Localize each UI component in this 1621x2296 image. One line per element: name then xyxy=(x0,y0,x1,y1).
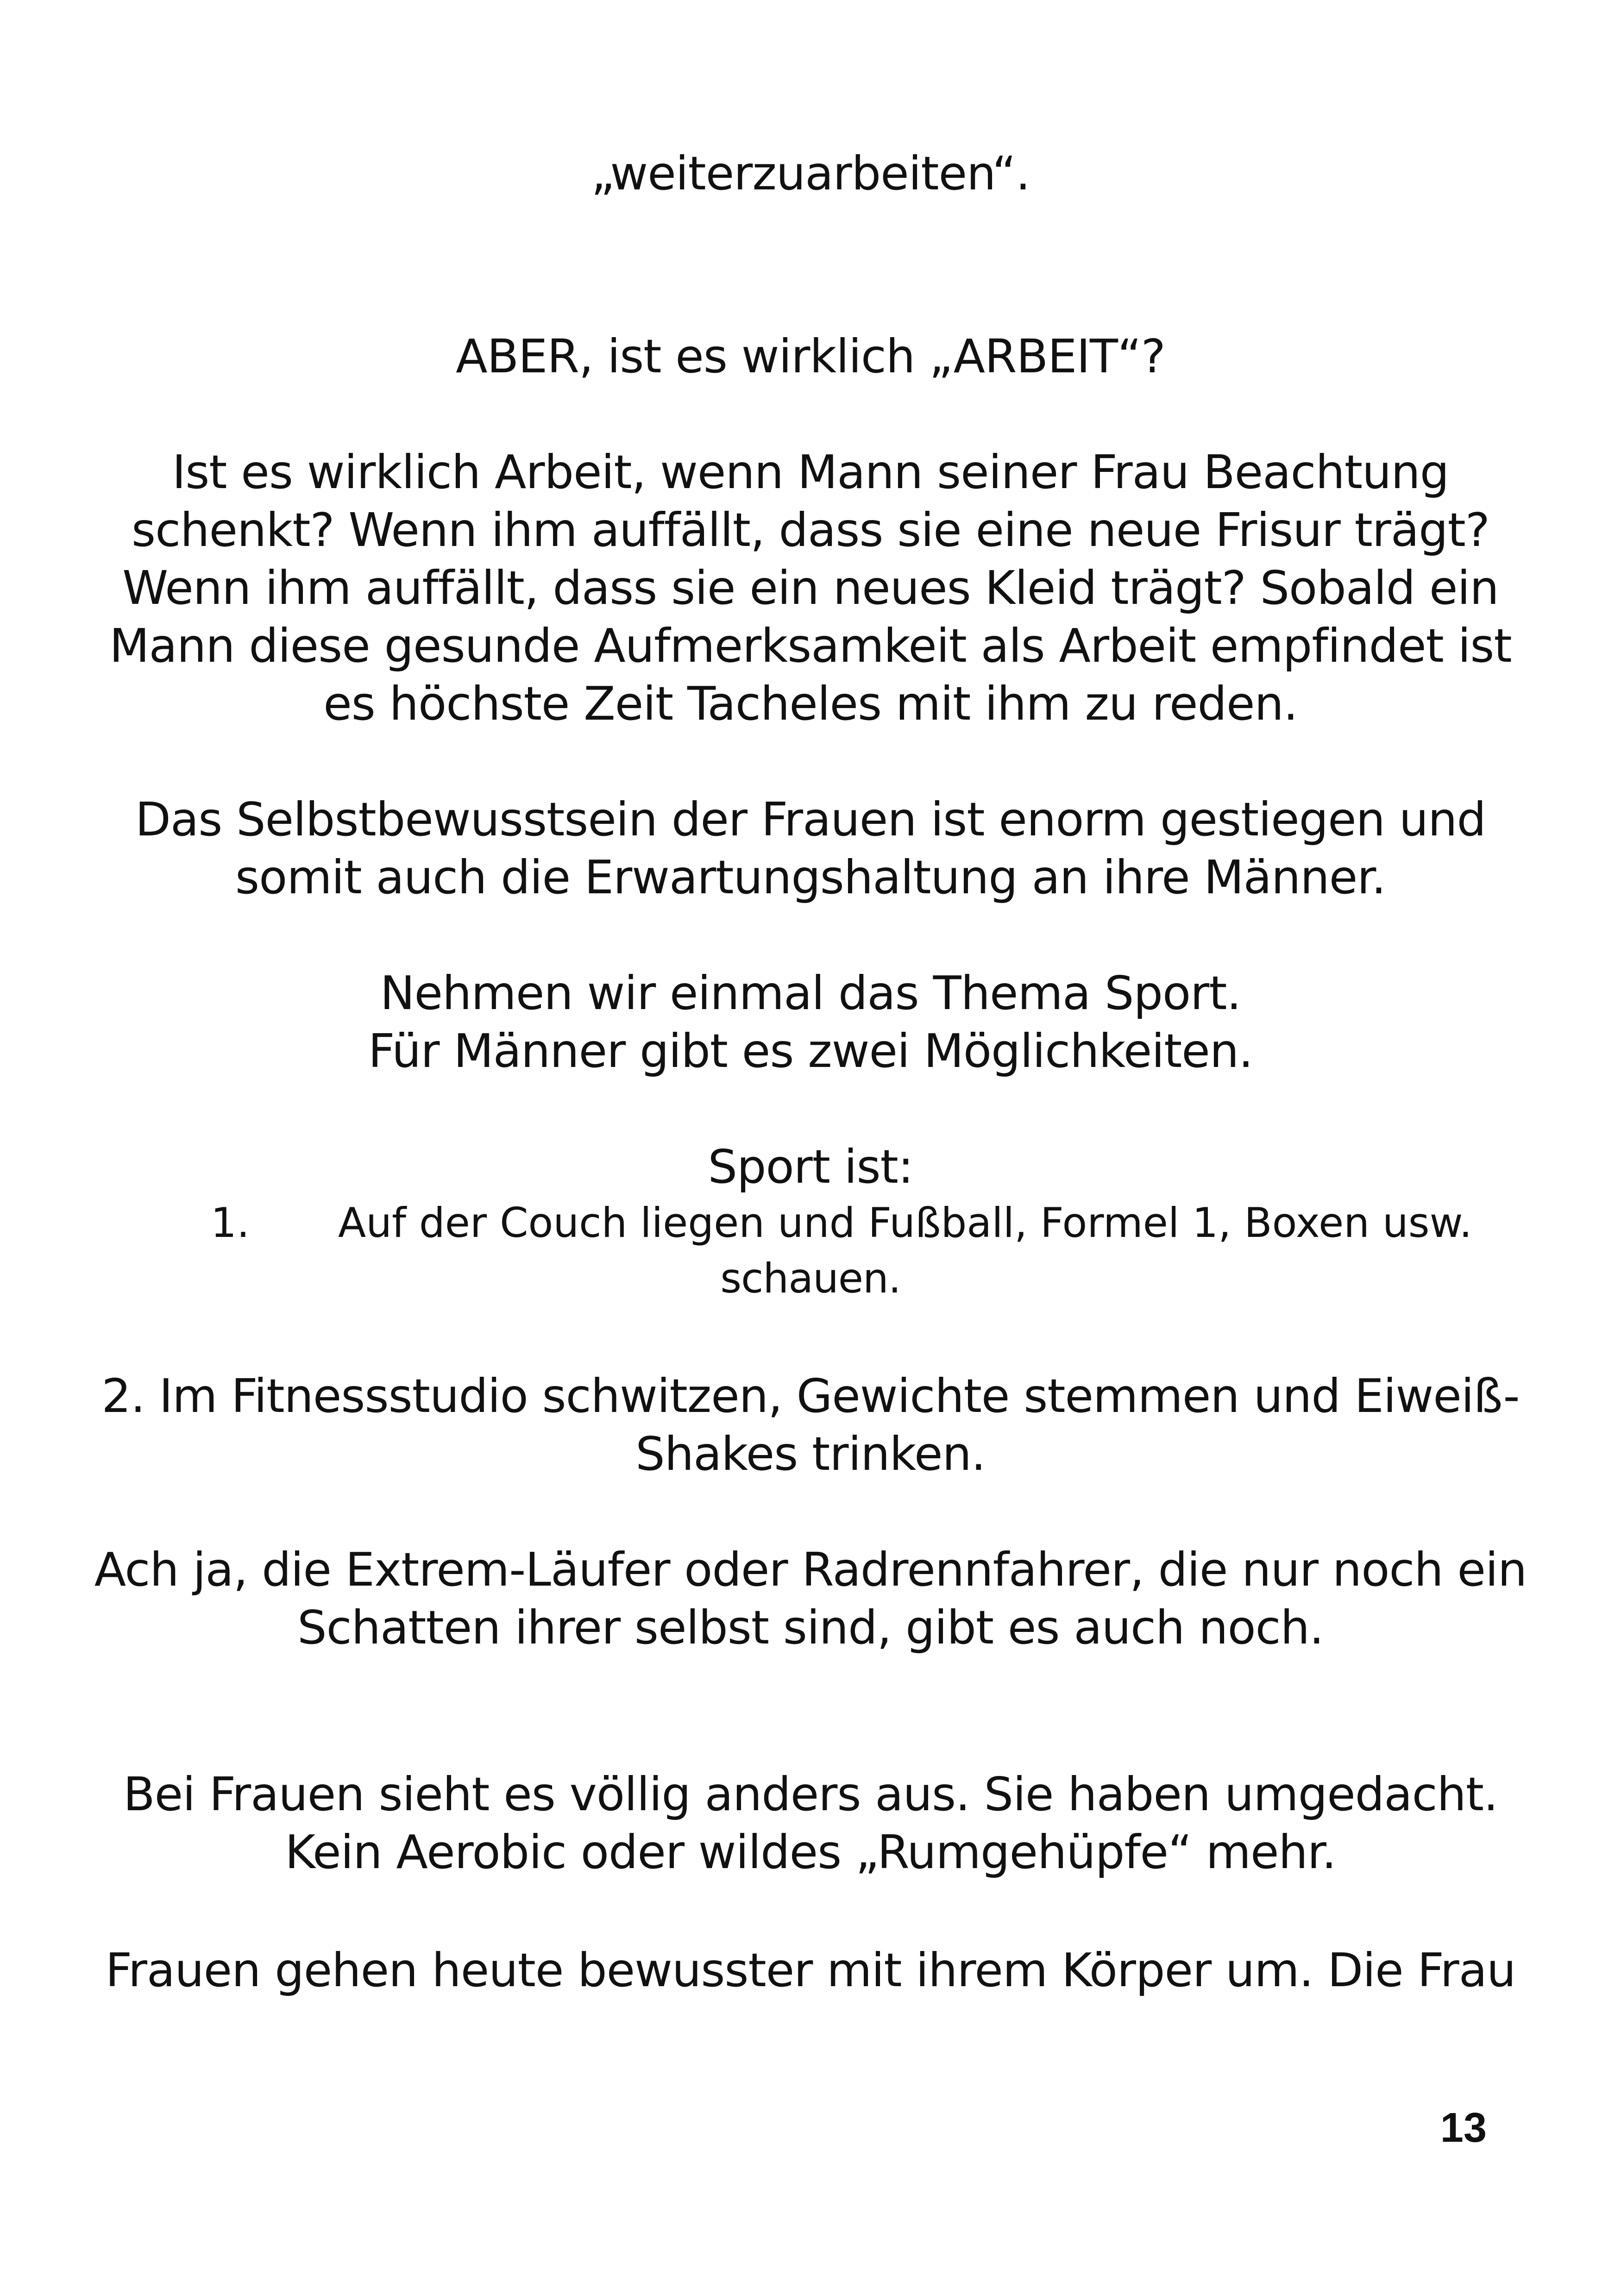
text-line: Sport ist: xyxy=(708,1140,913,1194)
list-number: 1. xyxy=(211,1199,250,1247)
text-line: Bei Frauen sieht es völlig anders aus. Sie haben umgedacht. xyxy=(123,1767,1498,1821)
text-line: Das Selbstbewusstsein der Frauen ist enorm gestiegen und xyxy=(135,792,1486,847)
text-line: schenkt? Wenn ihm auffällt, dass sie eine neue Frisur trägt? xyxy=(132,503,1489,557)
text-line: 2. Im Fitnessstudio schwitzen, Gewichte stemmen und Eiweiß- xyxy=(101,1369,1520,1423)
text-line: Wenn ihm auffällt, dass sie ein neues Kleid trägt? Sobald ein xyxy=(122,561,1499,615)
list-text: Auf der Couch liegen und Fußball, Formel 1, Boxen usw. xyxy=(338,1199,1472,1247)
page-number: 13 xyxy=(1440,2105,1487,2151)
text-line: Ist es wirklich Arbeit, wenn Mann seiner Frau Beachtung xyxy=(172,445,1449,499)
text-line: Shakes trinken. xyxy=(635,1427,986,1481)
text-line: Schatten ihrer selbst sind, gibt es auch noch. xyxy=(297,1600,1324,1655)
text-line: Für Männer gibt es zwei Möglichkeiten. xyxy=(368,1024,1253,1078)
text-line: schauen. xyxy=(720,1255,901,1302)
text-line: Nehmen wir einmal das Thema Sport. xyxy=(380,966,1241,1020)
text-line: Ach ja, die Extrem-Läufer oder Radrennfahrer, die nur noch ein xyxy=(94,1543,1527,1597)
text-line: Frauen gehen heute bewusster mit ihrem Körper um. Die Frau xyxy=(105,1943,1516,1997)
text-line: ABER, ist es wirklich „ARBEIT“? xyxy=(456,329,1165,383)
text-line: somit auch die Erwartungshaltung an ihre Männer. xyxy=(235,850,1386,904)
text-line: „weiterzuarbeiten“. xyxy=(591,146,1030,201)
text-line: Kein Aerobic oder wildes „Rumgehüpfe“ mehr. xyxy=(285,1825,1336,1879)
text-line: Mann diese gesunde Aufmerksamkeit als Arbeit empfindet ist xyxy=(109,619,1512,673)
text-line: es höchste Zeit Tacheles mit ihm zu reden. xyxy=(323,677,1298,731)
